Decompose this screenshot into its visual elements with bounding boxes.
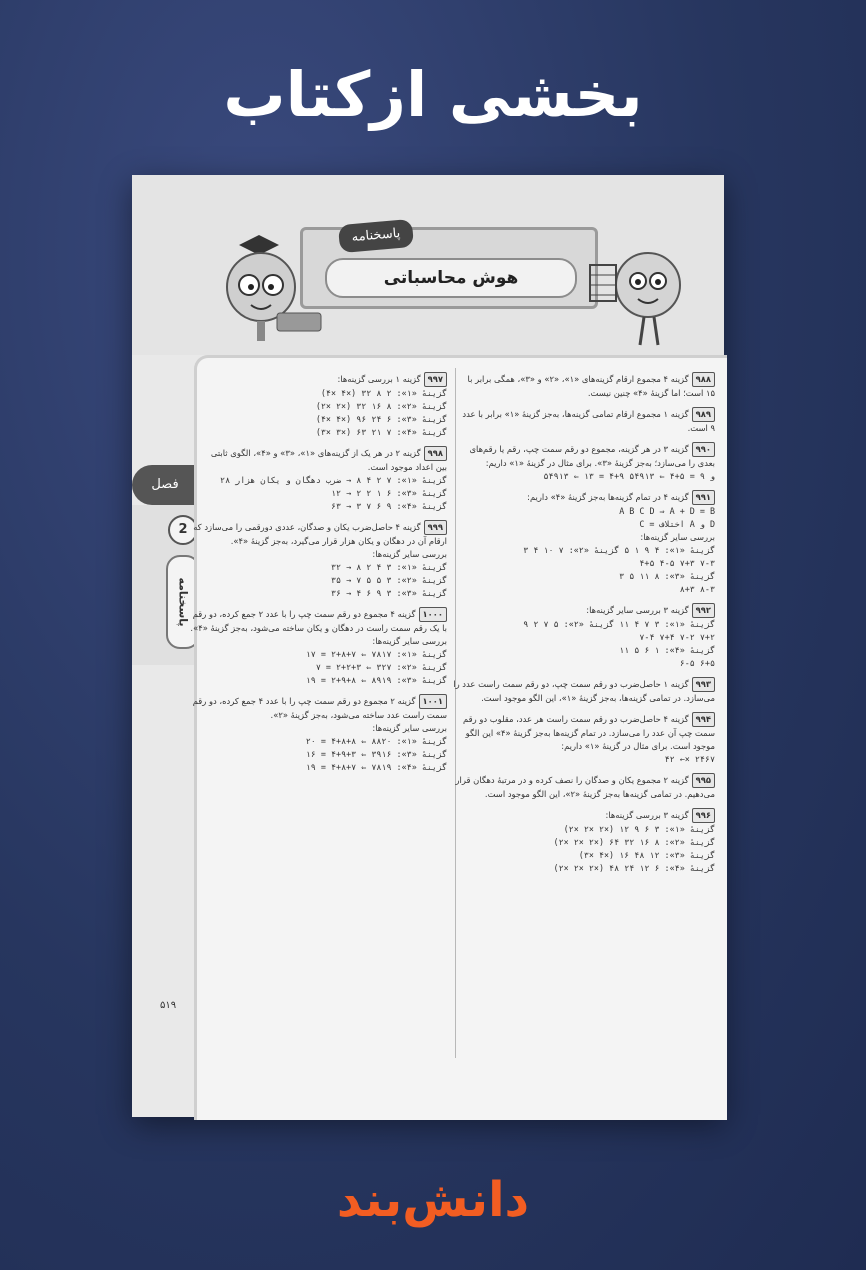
math-text: ۷-۴ ۷+۴ ۷-۲ ۷+۲ <box>639 632 715 642</box>
answer-text: گزینه ۳ بررسی سایر گزینه‌ها: <box>586 605 689 615</box>
math-text: ۶-۵ ۶+۵ <box>679 658 715 668</box>
text-line <box>209 548 447 561</box>
math-text: ۴۲ ←× ۲۴۶۷ <box>664 754 715 764</box>
answer-text: موجود است. برای مثال در گزینهٔ «۱» داریم: <box>561 741 715 751</box>
math-text: گزینهٔ «۴»: ۷ ۲۱ ۶۳ (×۳ ×۳) <box>315 427 447 437</box>
answer-text: گزینه ۲ در هر یک از گزینه‌های «۱»، «۳» و «۴»، الگوی ثابتی <box>210 448 421 458</box>
section-title: هوش محاسباتی <box>325 258 577 298</box>
math-line <box>465 644 715 657</box>
answer-text: می‌سازد. در تمامی گزینه‌ها، به‌جز گزینهٔ «۱»، این الگو موجود است. <box>481 693 715 703</box>
question-number: ۹۹۲ <box>692 603 715 618</box>
math-line <box>209 561 447 574</box>
spacer <box>465 596 715 603</box>
math-text: گزینهٔ «۱»: ۳ ۶ ۹ ۱۲ (×۲ ×۲ ×۲) <box>563 824 715 834</box>
text-line <box>190 622 447 635</box>
question-number: ۱۰۰۱ <box>419 694 447 709</box>
chapter-tab: فصل <box>132 465 198 505</box>
answer-text: گزینه ۴ حاصل‌ضرب دو رقم سمت راست هر عدد، مقلوب دو رقم <box>463 714 689 724</box>
text-line <box>209 461 447 474</box>
text-line <box>465 727 715 740</box>
math-text: گزینهٔ «۳»: ۳۹۱۶ ⇐ ۳+۹+۴ = ۱۶ <box>305 749 447 759</box>
math-line <box>209 674 447 687</box>
answer-text: سمت راست عدد ساخته می‌شود، به‌جز گزینهٔ «۲». <box>270 710 447 720</box>
math-text: گزینهٔ «۴»: ۹ ۶ ۷ ۳ → ۶۳ <box>330 501 447 511</box>
text-line <box>465 422 715 435</box>
answer-text: گزینه ۱ بررسی گزینه‌ها: <box>337 374 421 384</box>
math-text: گزینهٔ «۳»: ۳ ۹ ۶ ۴ → ۳۶ <box>330 588 447 598</box>
spacer <box>465 801 715 808</box>
page-header <box>132 175 724 355</box>
question-line <box>465 490 715 505</box>
math-text: گزینهٔ «۱»: ۳ ۷ ۴ ۱۱ گزینهٔ «۲»: ۵ ۷ ۲ ۹ <box>523 619 715 629</box>
answer-text: بررسی سایر گزینه‌ها: <box>372 723 447 733</box>
answer-text: گزینه ۴ مجموع ارقام گزینه‌های «۱»، «۲» و «۳»، همگی برابر با <box>467 374 689 384</box>
math-line <box>465 570 715 583</box>
math-line <box>209 574 447 587</box>
spacer <box>209 439 447 446</box>
answer-text: گزینه ۳ در هر گزینه، مجموع دو رقم سمت چپ، رقم یا رقم‌های <box>469 444 689 454</box>
math-line <box>465 862 715 875</box>
spacer <box>465 670 715 677</box>
left-column <box>190 372 447 774</box>
spacer <box>209 513 447 520</box>
spacer <box>465 705 715 712</box>
text-line <box>465 740 715 753</box>
question-number: ۹۹۱ <box>692 490 715 505</box>
math-line <box>209 474 447 487</box>
answer-text: گزینه ۲ مجموع یکان و صدگان را نصف کرده و در مرتبهٔ دهگان قرار <box>455 775 689 785</box>
spacer <box>209 600 447 607</box>
question-number: ۹۸۸ <box>692 372 715 387</box>
question-line <box>209 372 447 387</box>
question-line <box>465 603 715 618</box>
answer-text: بررسی سایر گزینه‌ها: <box>372 636 447 646</box>
question-number: ۱۰۰۰ <box>419 607 447 622</box>
math-line <box>465 557 715 570</box>
question-line <box>209 446 447 461</box>
answer-text: با یک رقم سمت راست در دهگان و یکان ساخته می‌شود، به‌جز گزینهٔ «۴». <box>190 623 447 633</box>
spacer <box>465 435 715 442</box>
math-line <box>465 583 715 596</box>
question-line <box>465 442 715 457</box>
math-line <box>465 544 715 557</box>
answer-text: گزینه ۴ مجموع دو رقم سمت چپ را با عدد ۲ جمع کرده، دو رقم <box>192 609 416 619</box>
answer-text: سمت چپ آن عدد را می‌سازد. در تمام گزینه‌ها به‌جز گزینهٔ «۴» این الگو <box>465 728 715 738</box>
answer-text: گزینه ۲ مجموع دو رقم سمت چپ را با عدد ۴ جمع کرده، دو رقم <box>192 696 416 706</box>
book-page <box>132 175 724 1117</box>
page-content <box>190 355 727 1120</box>
spacer <box>465 483 715 490</box>
question-line <box>193 520 447 535</box>
math-text: گزینهٔ «۲»: ۸ ۱۶ ۳۲ (×۲ ×۲) <box>315 401 447 411</box>
math-text: گزینهٔ «۳»: ۶ ۱ ۲ ۲ → ۱۲ <box>330 488 447 498</box>
math-line <box>465 753 715 766</box>
publisher-logo: دانش‌بند <box>336 1172 530 1228</box>
answer-text: بعدی را می‌سازد؛ به‌جز گزینهٔ «۳». برای مثال در گزینهٔ «۱» داریم: <box>485 458 715 468</box>
math-text: گزینهٔ «۱»: ۸۸۲۰ ⇐ ۸+۸+۴ = ۲۰ <box>305 736 447 746</box>
page-number: ۵۱۹ <box>160 1000 177 1011</box>
math-line <box>209 387 447 400</box>
answer-key-tag: پاسخنامه <box>338 219 414 253</box>
math-text: گزینهٔ «۱»: ۷۸۱۷ ⇐ ۷+۸+۲ = ۱۷ <box>305 649 447 659</box>
text-line <box>465 531 715 544</box>
answer-text: می‌دهیم. در تمامی گزینه‌ها به‌جز گزینهٔ «۲»، این الگو موجود است. <box>484 789 715 799</box>
math-text: گزینهٔ «۲»: ۸ ۱۶ ۳۲ ۶۴ (×۲ ×۲ ×۲) <box>553 837 715 847</box>
answer-text: گزینه ۳ بررسی گزینه‌ها: <box>605 810 689 820</box>
question-number: ۹۹۵ <box>692 773 715 788</box>
title-frame <box>300 227 598 309</box>
column-divider <box>455 368 456 1058</box>
question-number: ۹۹۴ <box>692 712 715 727</box>
math-line <box>465 836 715 849</box>
math-line <box>209 761 447 774</box>
math-line <box>465 657 715 670</box>
math-text: ۴+۵ ۴-۵ ۷+۳ ۷-۳ <box>639 558 715 568</box>
text-line <box>209 535 447 548</box>
math-line <box>465 631 715 644</box>
math-line <box>209 400 447 413</box>
math-text: گزینهٔ «۲»: ۳۲۷ ⇐ ۳+۲+۲ = ۷ <box>315 662 447 672</box>
math-line <box>209 648 447 661</box>
math-line <box>465 505 715 518</box>
question-line <box>462 407 715 422</box>
math-line <box>209 748 447 761</box>
math-text: گزینهٔ «۳»: ۸۹۱۹ ⇐ ۸+۹+۲ = ۱۹ <box>305 675 447 685</box>
math-line <box>209 413 447 426</box>
math-text: گزینهٔ «۱»: ۲ ۸ ۳۲ (×۴ ×۴) <box>320 388 447 398</box>
math-line <box>209 426 447 439</box>
question-number: ۹۹۰ <box>692 442 715 457</box>
math-line <box>465 849 715 862</box>
math-text: گزینهٔ «۳»: ۱۲ ۴۸ ۱۶ (×۴ ×۳) <box>578 850 715 860</box>
math-text: گزینهٔ «۱»: ۷ ۲ ۴ ۸ → ضرب دهگان و یکان هزار ۲۸ <box>220 475 447 485</box>
chapter-number: 2 <box>168 515 198 545</box>
question-number: ۹۸۹ <box>692 407 715 422</box>
question-number: ۹۹۸ <box>424 446 447 461</box>
right-column <box>453 372 715 875</box>
text-line <box>465 692 715 705</box>
question-line <box>455 773 715 788</box>
math-line <box>465 823 715 836</box>
answer-text: گزینه ۱ حاصل‌ضرب دو رقم سمت چپ، دو رقم سمت راست عدد را <box>453 679 689 689</box>
answer-text: بین اعداد موجود است. <box>367 462 447 472</box>
text-line <box>209 722 447 735</box>
math-text: گزینهٔ «۴»: ۱ ۶ ۵ ۱۱ <box>619 645 715 655</box>
math-line <box>209 587 447 600</box>
math-text: ۵۴۹۱۳ ⇐ ۱۳ = ۴+۹ و ۹ = ۵+۴ ⇐ ۵۴۹۱۳ <box>543 471 715 481</box>
spacer <box>209 687 447 694</box>
text-line <box>465 457 715 470</box>
math-text: گزینهٔ «۳»: ۶ ۲۴ ۹۶ (×۴ ×۴) <box>315 414 447 424</box>
question-line <box>465 712 715 727</box>
question-line <box>453 677 715 692</box>
math-line <box>209 487 447 500</box>
math-text: گزینهٔ «۱»: ۴ ۹ ۱ ۵ گزینهٔ «۲»: ۷ ۱۰ ۴ ۳ <box>523 545 715 555</box>
question-number: ۹۹۷ <box>424 372 447 387</box>
math-text: گزینهٔ «۱»: ۳ ۴ ۲ ۸ → ۳۲ <box>330 562 447 572</box>
answer-text: بررسی سایر گزینه‌ها: <box>372 549 447 559</box>
answer-text: ۹ است. <box>687 423 715 433</box>
math-line <box>209 661 447 674</box>
math-line <box>465 618 715 631</box>
question-line <box>465 808 715 823</box>
math-text: گزینهٔ «۳»: ۸ ۱۱ ۵ ۳ <box>619 571 715 581</box>
answer-text: گزینه ۱ مجموع ارقام تمامی گزینه‌ها، به‌جز گزینهٔ «۱» برابر با عدد <box>462 409 689 419</box>
math-text: C = اختلاف A و D <box>639 519 715 529</box>
answer-text: گزینه ۴ حاصل‌ضرب یکان و صدگان، عددی دورقمی را می‌سازد که <box>193 522 421 532</box>
answer-text: بررسی سایر گزینه‌ها: <box>640 532 715 542</box>
question-number: ۹۹۳ <box>692 677 715 692</box>
side-label-text: پاسخنامه <box>176 577 190 627</box>
math-line <box>209 500 447 513</box>
spacer <box>465 400 715 407</box>
answer-text: ۱۵ است؛ اما گزینهٔ «۴» چنین نیست. <box>587 388 715 398</box>
math-line <box>209 735 447 748</box>
question-line <box>192 694 447 709</box>
text-line <box>209 635 447 648</box>
math-text: ۸+۳ ۸-۳ <box>679 584 715 594</box>
math-line <box>465 518 715 531</box>
abacus-mascot-icon <box>588 245 698 355</box>
text-line <box>465 387 715 400</box>
question-line <box>192 607 447 622</box>
math-text: A B C D ⇒ A + D = B <box>619 506 715 516</box>
math-text: گزینهٔ «۴»: ۷۸۱۹ ⇐ ۷+۸+۴ = ۱۹ <box>305 762 447 772</box>
spacer <box>465 766 715 773</box>
math-text: گزینهٔ «۴»: ۶ ۱۲ ۲۴ ۴۸ (×۲ ×۲ ×۲) <box>553 863 715 873</box>
math-text: گزینهٔ «۲»: ۳ ۵ ۵ ۷ → ۳۵ <box>330 575 447 585</box>
banner-title: بخشی ازکتاب <box>223 58 643 131</box>
question-number: ۹۹۶ <box>692 808 715 823</box>
answer-text: ارقام آن در دهگان و یکان هزار قرار می‌گیرد، به‌جز گزینهٔ «۴». <box>230 536 447 546</box>
math-line <box>465 470 715 483</box>
question-number: ۹۹۹ <box>424 520 447 535</box>
text-line <box>209 709 447 722</box>
text-line <box>465 788 715 801</box>
question-line <box>465 372 715 387</box>
answer-text: گزینه ۴ در تمام گزینه‌ها به‌جز گزینهٔ «۴» داریم: <box>527 492 689 502</box>
